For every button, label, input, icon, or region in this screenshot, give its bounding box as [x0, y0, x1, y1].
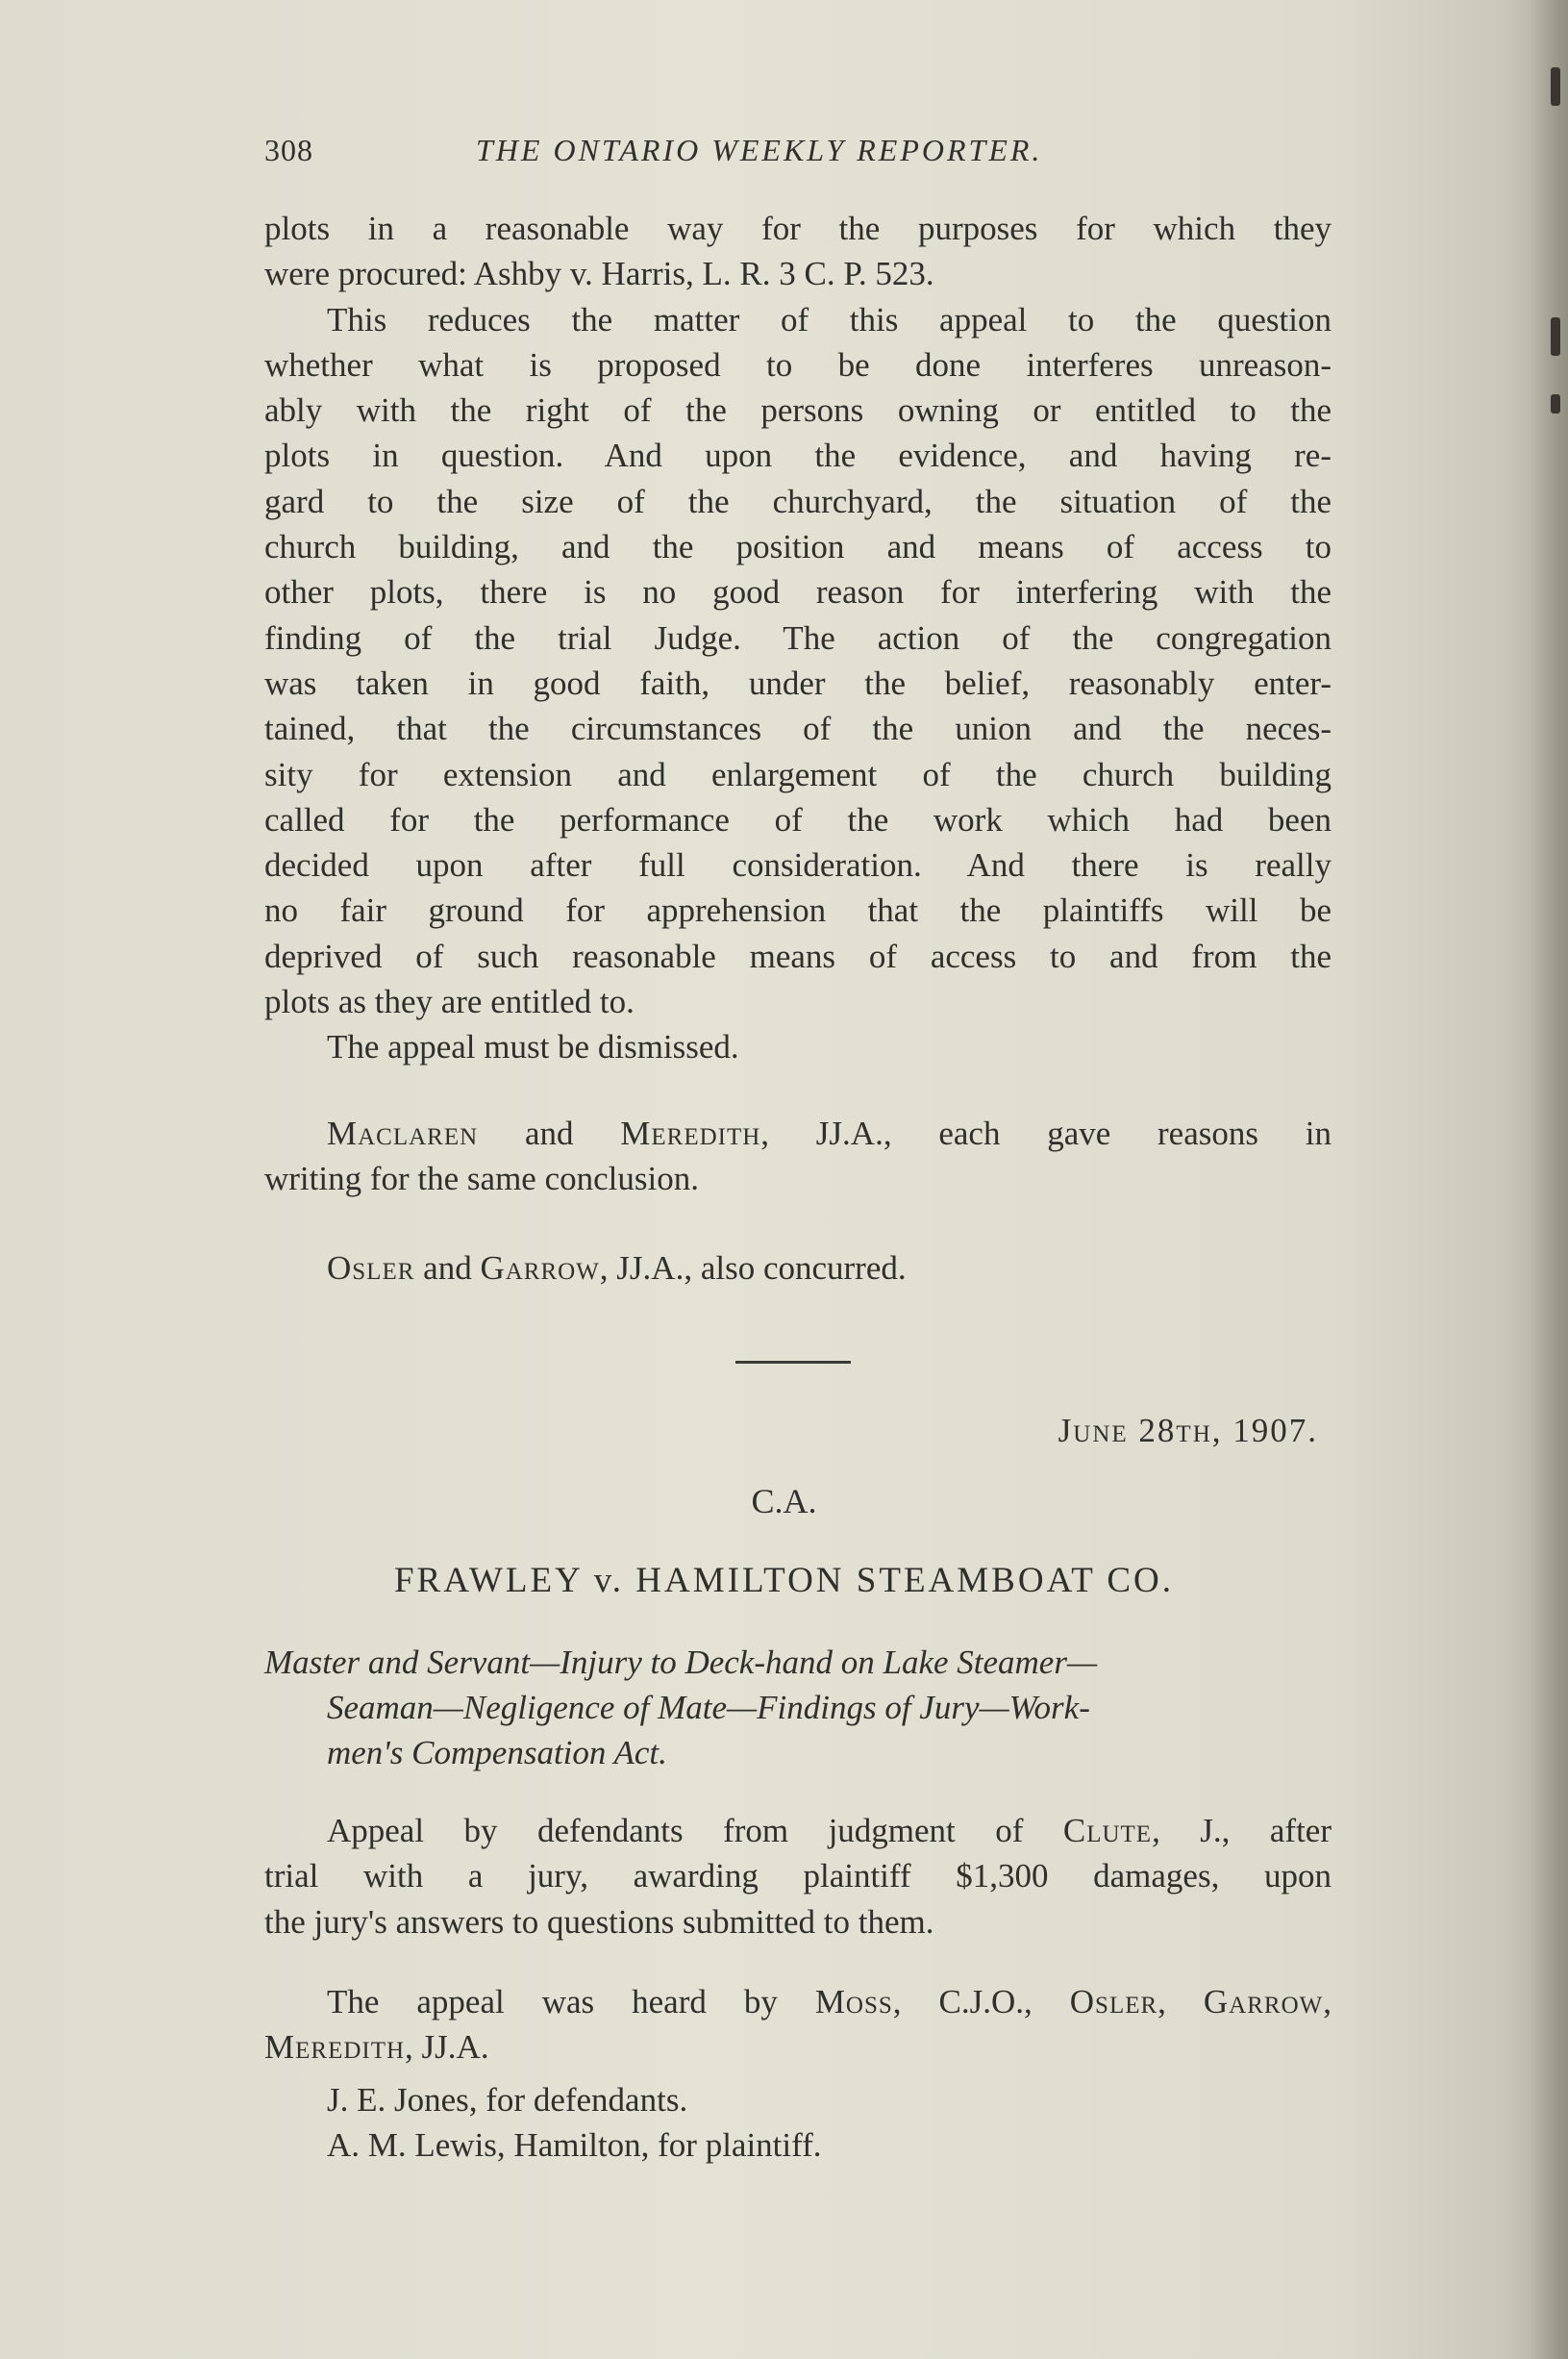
decision-date: June 28th, 1907.: [1058, 1412, 1318, 1449]
headnote: [264, 1640, 1332, 1775]
text-fragment: ,: [1157, 1983, 1204, 2020]
text-line: plots in a reasonable way for the purposes for which they: [264, 210, 1332, 247]
paragraph-concurring-reasons: [264, 1111, 1332, 1202]
text-line: was taken in good faith, under the belief, reasonably enter-: [264, 664, 1332, 702]
text-fragment: , C.J.O.,: [892, 1983, 1070, 2020]
text-line: [264, 1808, 1332, 1853]
text-fragment: , JJ.A., each gave reasons in: [760, 1115, 1332, 1152]
section-divider: [735, 1361, 851, 1364]
court-label: C.A.: [751, 1482, 817, 1520]
page-edge-mark: [1551, 394, 1560, 414]
text-fragment: and: [414, 1249, 481, 1287]
running-title: THE ONTARIO WEEKLY REPORTER.: [476, 133, 1043, 167]
counsel-line: J. E. Jones, for defendants.: [327, 2081, 688, 2119]
text-line: called for the performance of the work which had been: [264, 800, 1332, 839]
judge-name: Osler: [1069, 1983, 1158, 2020]
text-line: were procured: Ashby v. Harris, L. R. 3 C. P. 523.: [264, 255, 934, 293]
text-line: trial with a jury, awarding plaintiff $1,300 damages, upon: [264, 1857, 1332, 1895]
page-number: 308: [264, 133, 313, 167]
judge-name: Meredith: [620, 1115, 761, 1152]
paragraph-reasoning: [264, 297, 1332, 1025]
paragraph-dismissal: The appeal must be dismissed.: [327, 1028, 739, 1067]
headnote-line: men's Compensation Act.: [327, 1734, 667, 1771]
body-text: [264, 206, 1332, 1070]
text-line: This reduces the matter of this appeal to the question: [327, 300, 1332, 339]
paragraph-appeal: [264, 1808, 1332, 1945]
text-line: plots as they are entitled to.: [264, 983, 635, 1021]
text-fragment: Appeal by defendants from judgment of: [327, 1812, 1063, 1849]
judge-name: Meredith: [264, 2028, 406, 2067]
text-line: writing for the same conclusion.: [264, 1160, 699, 1198]
text-line: [264, 1245, 1332, 1291]
judge-name: Garrow: [1203, 1983, 1324, 2020]
headnote-line: Master and Servant—Injury to Deck-hand on Lake Steamer—: [264, 1644, 1098, 1681]
page-edge-mark: [1551, 67, 1560, 106]
text-line: gard to the size of the churchyard, the situation of the: [264, 482, 1332, 520]
text-line: church building, and the position and means of access to: [264, 528, 1332, 566]
counsel-line: A. M. Lewis, Hamilton, for plaintiff.: [327, 2126, 822, 2165]
text-fragment: , JJ.A., also concurred.: [599, 1249, 907, 1287]
paragraph-concurred: [264, 1245, 1332, 1291]
text-fragment: , JJ.A.: [405, 2028, 489, 2067]
text-line: deprived of such reasonable means of access to and from the: [264, 937, 1332, 975]
text-line: plots in question. And upon the evidence, and having re-: [264, 437, 1332, 475]
text-line: decided upon after full consideration. And there is really: [264, 846, 1332, 885]
text-line: no fair ground for apprehension that the plaintiffs will be: [264, 891, 1332, 930]
text-line: [264, 2024, 1332, 2070]
text-line: sity for extension and enlargement of the church building: [264, 755, 1332, 793]
text-line: [264, 1111, 1332, 1156]
text-line: whether what is proposed to be done interferes unreason-: [264, 345, 1332, 384]
page-spine-shadow: [1530, 0, 1568, 2359]
running-header: [264, 127, 1332, 175]
paragraph-continuation: [264, 206, 1332, 297]
judge-name: Garrow: [480, 1249, 600, 1287]
text-fragment: The appeal was heard by: [327, 1983, 815, 2020]
page-edge-mark: [1551, 317, 1560, 356]
text-line: other plots, there is no good reason for interfering with the: [264, 573, 1332, 612]
judge-name: Maclaren: [327, 1115, 479, 1152]
text-line: tained, that the circumstances of the union and the neces-: [264, 710, 1332, 748]
case-title: FRAWLEY v. HAMILTON STEAMBOAT CO.: [393, 1561, 1175, 1600]
text-line: [264, 1979, 1332, 2024]
judge-name: Osler: [327, 1249, 415, 1287]
judge-name: Moss: [814, 1983, 893, 2020]
text-line: the jury's answers to questions submitted to them.: [264, 1902, 934, 1941]
counsel-list: [264, 2077, 1332, 2169]
paragraph-heard-by: [264, 1979, 1332, 2070]
text-fragment: , J., after: [1152, 1812, 1332, 1849]
text-fragment: ,: [1323, 1983, 1332, 2020]
judge-name: Clute: [1062, 1812, 1153, 1849]
headnote-line: Seaman—Negligence of Mate—Findings of Jury—Work-: [327, 1689, 1090, 1726]
text-line: finding of the trial Judge. The action of the congregation: [264, 618, 1332, 657]
text-line: ably with the right of the persons owning or entitled to the: [264, 391, 1332, 430]
text-fragment: and: [478, 1115, 621, 1152]
